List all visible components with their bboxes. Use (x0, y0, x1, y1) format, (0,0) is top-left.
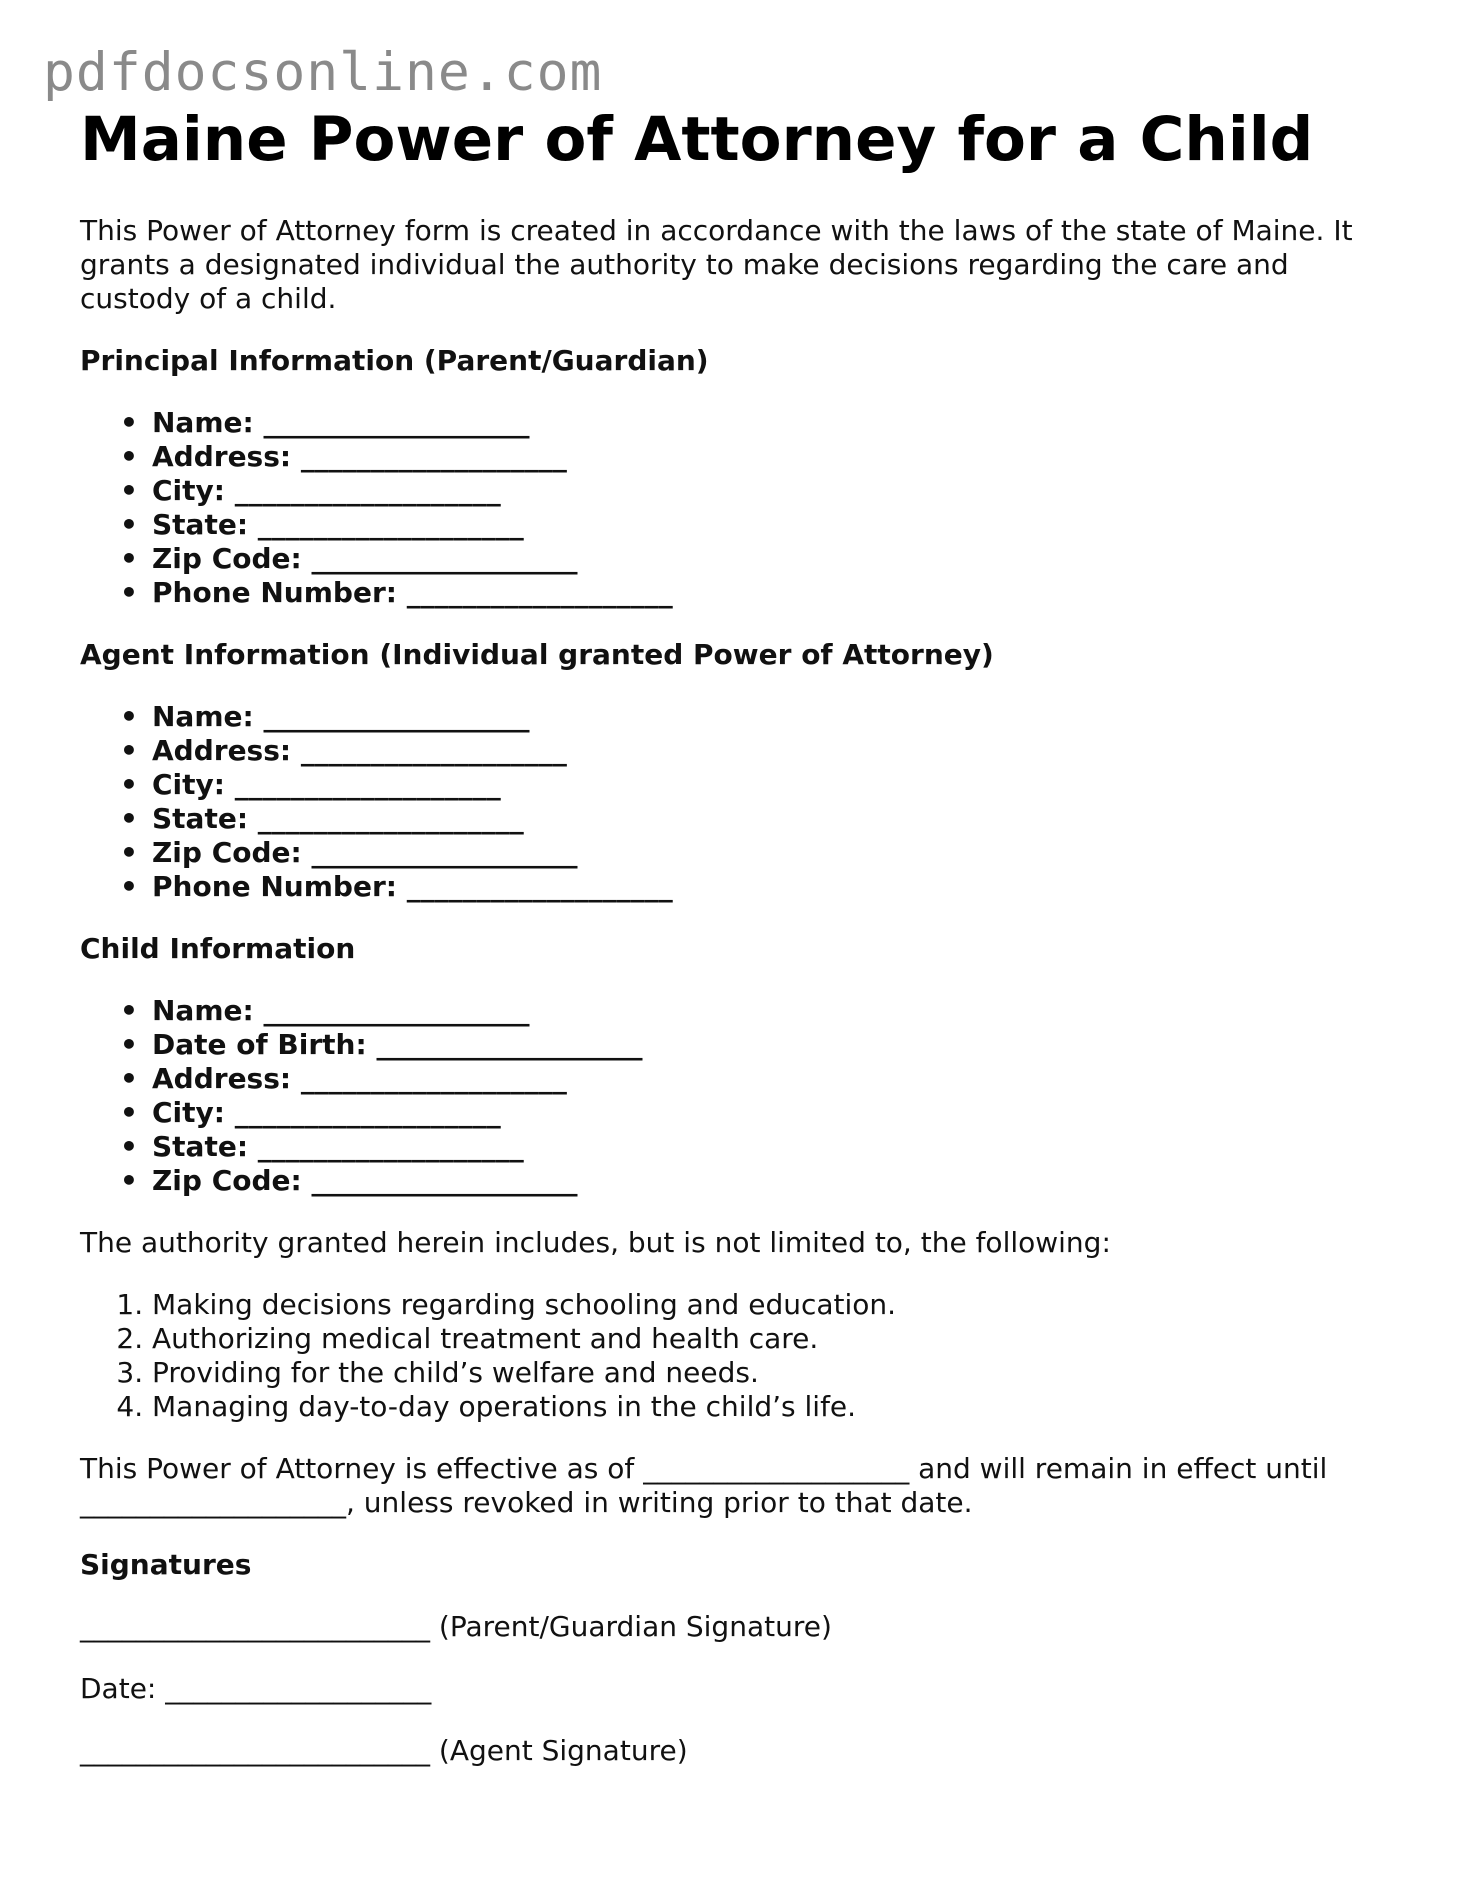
principal-city-field[interactable]: • City: ___________________ (120, 474, 1400, 508)
child-dob-field[interactable]: • Date of Birth: ___________________ (120, 1028, 1400, 1062)
child-zip-field[interactable]: • Zip Code: ___________________ (120, 1164, 1400, 1198)
principal-phone-field[interactable]: • Phone Number: ___________________ (120, 576, 1400, 610)
agent-state-field[interactable]: • State: ___________________ (120, 802, 1400, 836)
agent-fields (80, 700, 1400, 904)
authority-item: 1. Making decisions regarding schooling and education. (152, 1288, 1400, 1322)
agent-signature-line[interactable]: _________________________ (Agent Signature) (80, 1734, 688, 1767)
principal-state-field[interactable]: • State: ___________________ (120, 508, 1400, 542)
child-heading: Child Information (80, 932, 356, 965)
effective-start-blank[interactable]: ___________________ (643, 1452, 910, 1485)
child-name-field[interactable]: • Name: ___________________ (120, 994, 1400, 1028)
signatures-heading: Signatures (80, 1548, 252, 1581)
principal-address-field[interactable]: • Address: ___________________ (120, 440, 1400, 474)
authority-item: 2. Authorizing medical treatment and health care. (152, 1322, 1400, 1356)
principal-name-field[interactable]: • Name: ___________________ (120, 406, 1400, 440)
document-title: Maine Power of Attorney for a Child (80, 104, 1314, 175)
principal-heading: Principal Information (Parent/Guardian) (80, 344, 709, 377)
agent-address-field[interactable]: • Address: ___________________ (120, 734, 1400, 768)
child-address-field[interactable]: • Address: ___________________ (120, 1062, 1400, 1096)
agent-name-field[interactable]: • Name: ___________________ (120, 700, 1400, 734)
authority-lead: The authority granted herein includes, but is not limited to, the following: (80, 1226, 1111, 1259)
child-fields (80, 994, 1400, 1198)
principal-zip-field[interactable]: • Zip Code: ___________________ (120, 542, 1400, 576)
child-city-field[interactable]: • City: ___________________ (120, 1096, 1400, 1130)
intro-paragraph: This Power of Attorney form is created in accordance with the laws of the state of Maine. It grants a designated individual the authority to make decisions regarding the care and custody of a child. (80, 214, 1353, 315)
agent-phone-field[interactable]: • Phone Number: ___________________ (120, 870, 1400, 904)
document-page (80, 98, 1400, 1768)
agent-city-field[interactable]: • City: ___________________ (120, 768, 1400, 802)
signature-date-line[interactable]: Date: ___________________ (80, 1672, 432, 1705)
parent-signature-line[interactable]: _________________________ (Parent/Guardian Signature) (80, 1610, 832, 1643)
effective-end-blank[interactable]: ___________________ (80, 1486, 346, 1519)
authority-item: 3. Providing for the child’s welfare and needs. (152, 1356, 1400, 1390)
child-state-field[interactable]: • State: ___________________ (120, 1130, 1400, 1164)
authority-item: 4. Managing day-to-day operations in the child’s life. (152, 1390, 1400, 1424)
agent-zip-field[interactable]: • Zip Code: ___________________ (120, 836, 1400, 870)
authority-list (80, 1288, 1400, 1424)
watermark: pdfdocsonline.com (43, 42, 603, 103)
principal-fields (80, 406, 1400, 610)
effective-paragraph: This Power of Attorney is effective as of ___________________ and will remain in effect until ___________________, unless revoked in writing prior to that date. (80, 1452, 1328, 1519)
agent-heading: Agent Information (Individual granted Power of Attorney) (80, 638, 994, 671)
